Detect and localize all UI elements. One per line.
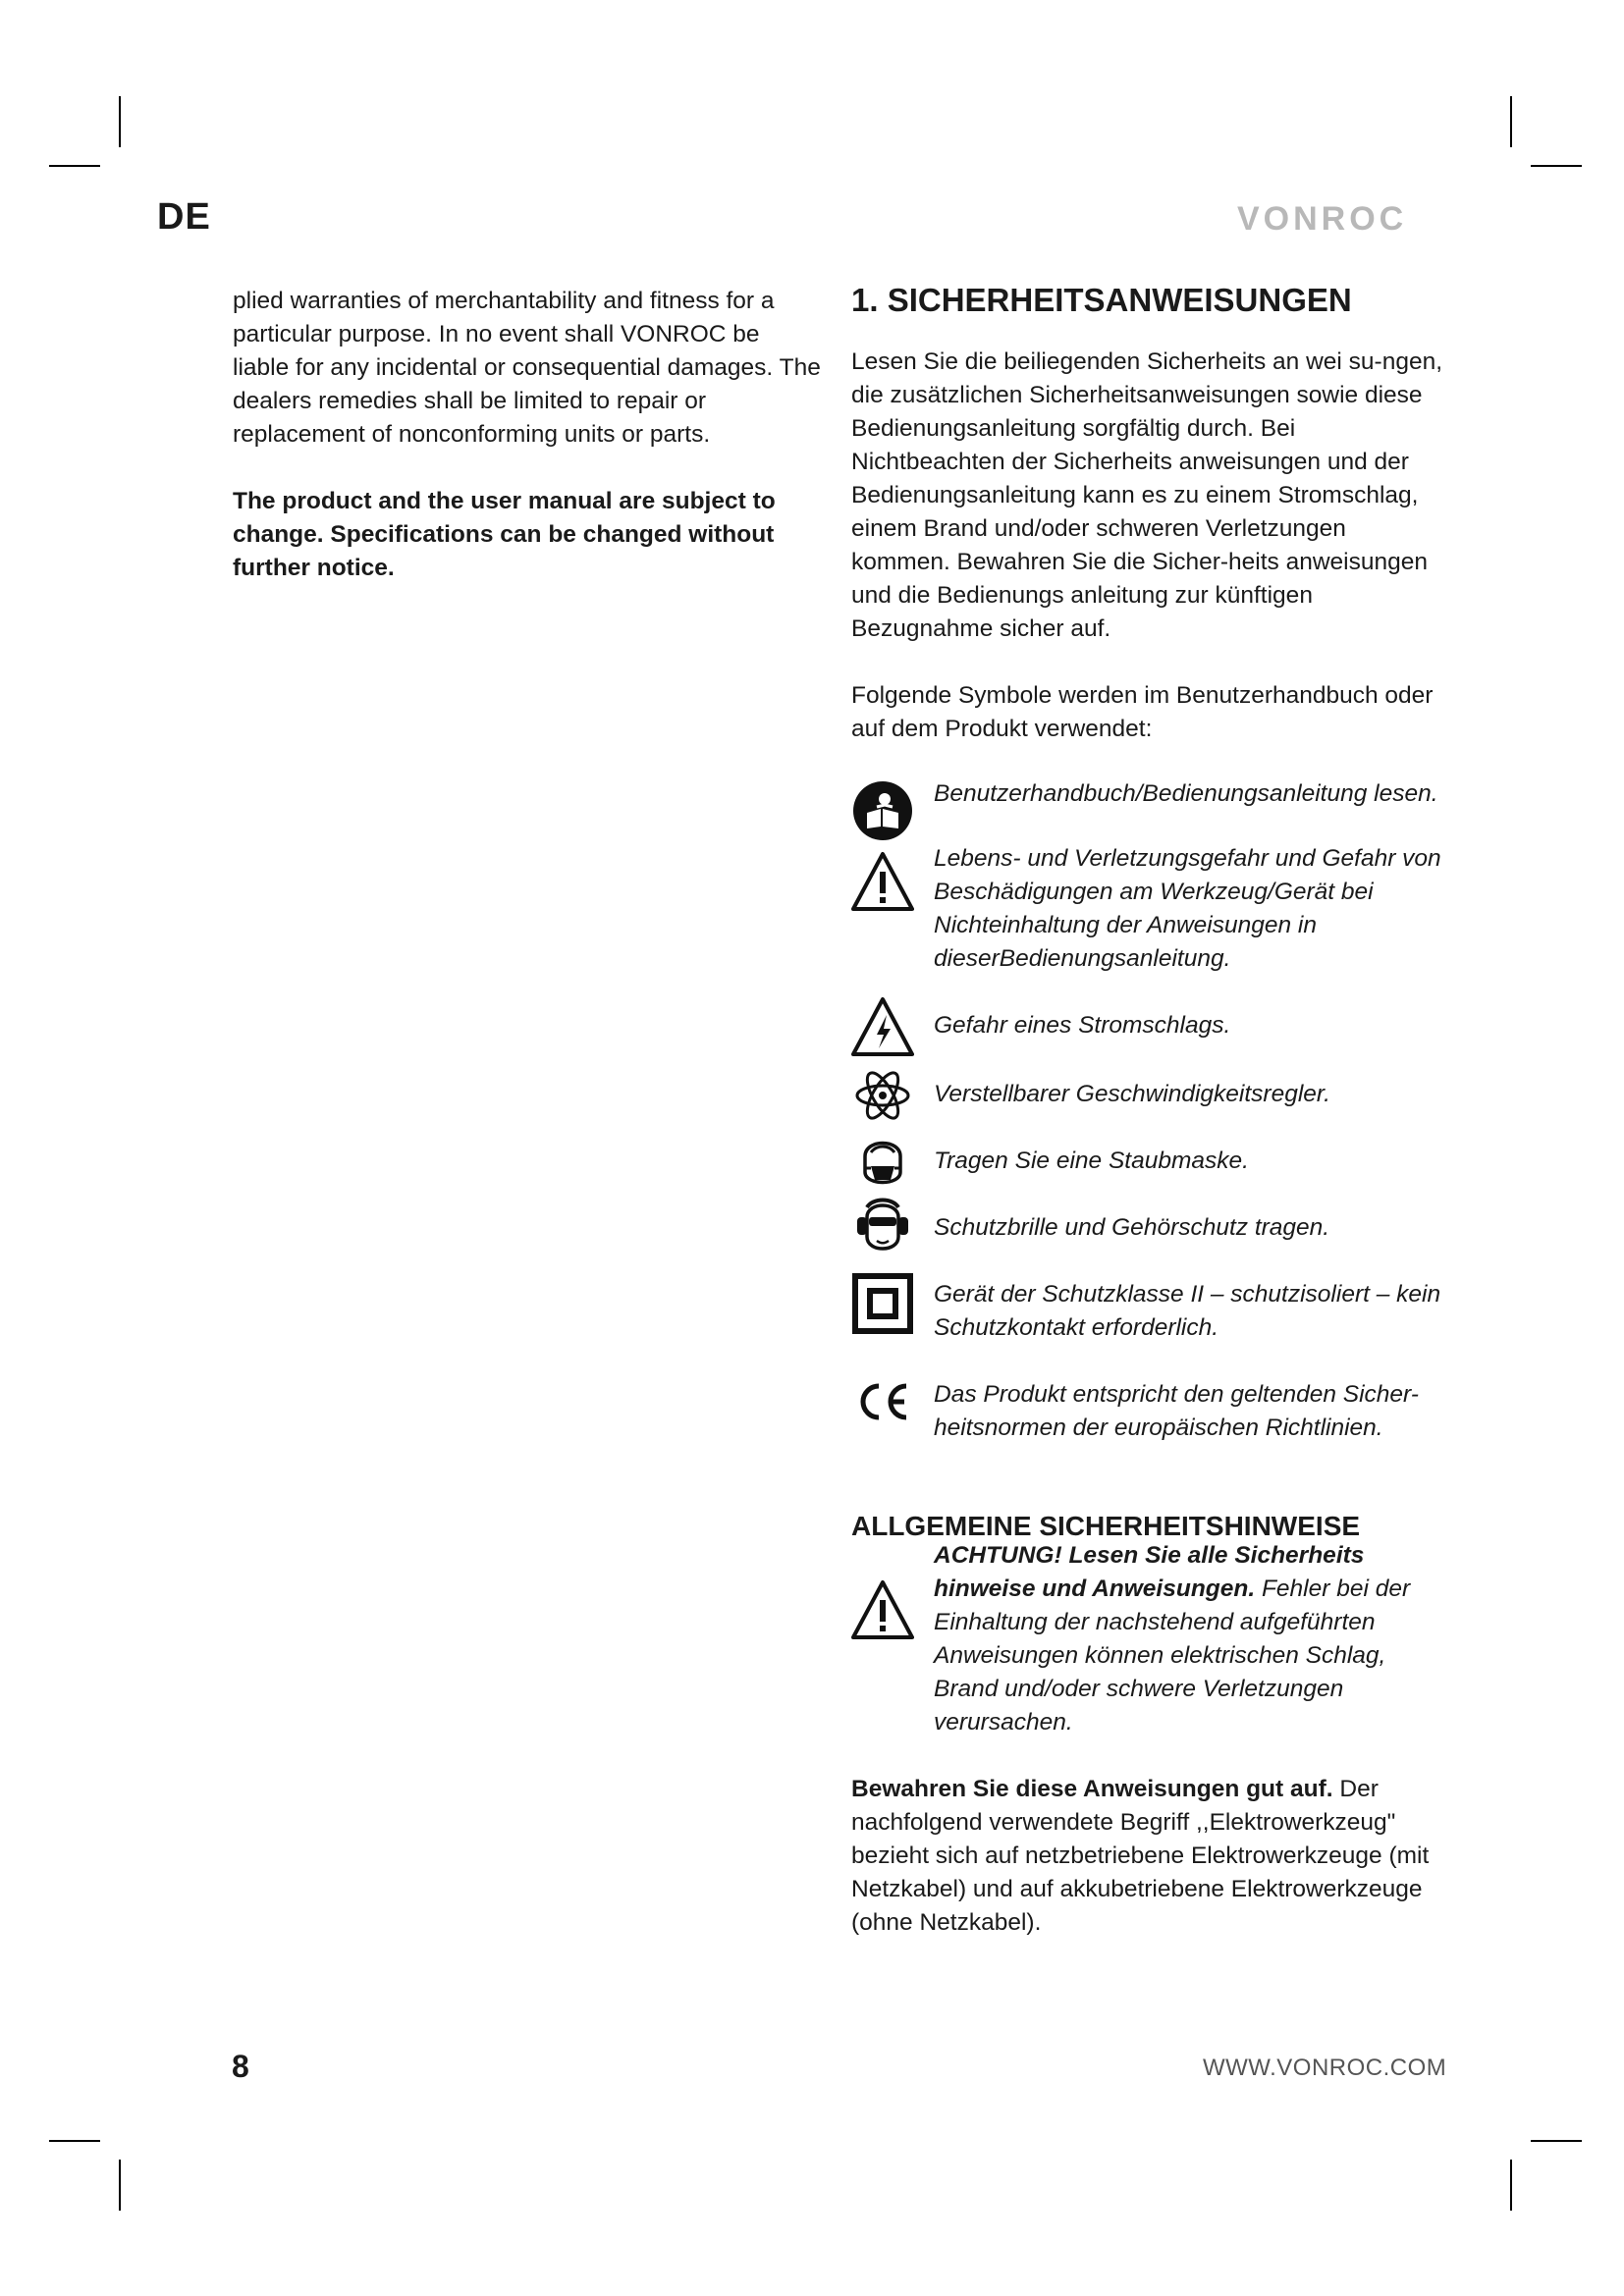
crop-mark <box>1531 165 1582 167</box>
symbols-intro: Folgende Symbole werden im Benutzerhandbuch oder auf dem Produkt verwendet: <box>851 682 1434 742</box>
crop-mark <box>1510 96 1512 147</box>
warning-text: Fehler bei der Einhaltung der nachstehend aufgeführten Anweisungen können elektrischen Schlag, Brand und/oder schwere Verletzungen verursachen. <box>934 1575 1411 1735</box>
section-title: 1. SICHERHEITSANWEISUNGEN <box>851 282 1352 318</box>
general-safety-title: ALLGEMEINE SICHERHEITSHINWEISE <box>851 1511 1361 1541</box>
brand-logo <box>1237 198 1434 238</box>
crop-mark <box>1531 2140 1582 2142</box>
intro-paragraph: Lesen Sie die beiliegenden Sicherheits an wei su-ngen, die zusätzlichen Sicherheitsanweisungen sowie diese Bedienungsanleitung sorgfältig durch. Bei Nichtbeachten der Sicherheits anweisungen und der Bedienungsanleitung kann es zu einem Stromschlag, einem Brand und/oder schweren Verletzungen kommen. Bewahren Sie die Sicher-heits anweisungen und die Bedienungs anleitung zur künftigen Bezugnahme sicher auf. <box>851 348 1443 642</box>
page-number: 8 <box>232 2049 249 2084</box>
right-column <box>851 281 1450 1940</box>
warning-bold-text: ACHTUNG! Lesen Sie alle Sicherheits hinweise und Anweisungen. <box>934 1542 1365 1602</box>
read-manual-icon <box>851 779 914 842</box>
crop-mark <box>1510 2160 1512 2211</box>
language-code: DE <box>157 196 211 238</box>
crop-mark <box>49 2140 100 2142</box>
crop-mark <box>119 2160 121 2211</box>
left-column <box>233 285 822 618</box>
goggles-ear-protection-icon <box>851 1196 914 1258</box>
class-ii-icon <box>851 1272 914 1335</box>
electric-shock-icon <box>851 995 914 1058</box>
symbol-row: Verstellbarer Geschwindigkeitsregler. <box>851 1078 1450 1111</box>
speed-regulator-icon <box>851 1064 914 1127</box>
warning-block <box>851 1539 1450 1739</box>
notice-paragraph: The product and the user manual are subject to change. Specifications can be changed without further notice. <box>233 488 776 581</box>
warranty-paragraph: plied warranties of merchantability and fitness for a particular purpose. In no event shall VONROC be liable for any incidental or consequential damages. The dealers remedies shall be limited to repair or replacement of nonconforming units or parts. <box>233 288 821 448</box>
symbol-row: Schutzbrille und Gehörschutz tragen. <box>851 1211 1450 1245</box>
crop-mark <box>119 96 121 147</box>
website-url: WWW.VONROC.COM <box>1203 2055 1447 2081</box>
warning-icon <box>851 1578 914 1641</box>
keep-instructions-paragraph: Bewahren Sie diese Anweisungen gut auf. Der nachfolgend verwendete Begriff ,,Elektrowerkzeug" bezieht sich auf netzbetriebene Elektrowerkzeuge (mit Netzkabel) und auf akkubetriebene Elektrowerkzeuge (ohne Netzkabel). <box>851 1776 1430 1936</box>
warning-icon <box>851 850 914 913</box>
symbol-row: Tragen Sie eine Staubmaske. <box>851 1145 1450 1178</box>
svg-text:VONROC: VONROC <box>1237 200 1408 238</box>
symbol-row: Lebens- und Verletzungsgefahr und Gefahr von Beschädigungen am Werkzeug/Gerät bei Nichteinhaltung der Anweisungen in dieserBedienungsanleitung. <box>851 842 1450 976</box>
symbol-row: Das Produkt entspricht den geltenden Sicher-heitsnormen der europäischen Richtlinien. <box>851 1378 1450 1445</box>
symbol-row: Gefahr eines Stromschlags. <box>851 1009 1450 1042</box>
symbol-row: Benutzerhandbuch/Bedienungsanleitung lesen. <box>851 777 1450 811</box>
crop-mark <box>49 165 100 167</box>
ce-mark-icon <box>851 1370 914 1433</box>
symbol-row: Gerät der Schutzklasse II – schutzisoliert – kein Schutzkontakt erforderlich. <box>851 1278 1450 1345</box>
dust-mask-icon <box>851 1131 914 1194</box>
